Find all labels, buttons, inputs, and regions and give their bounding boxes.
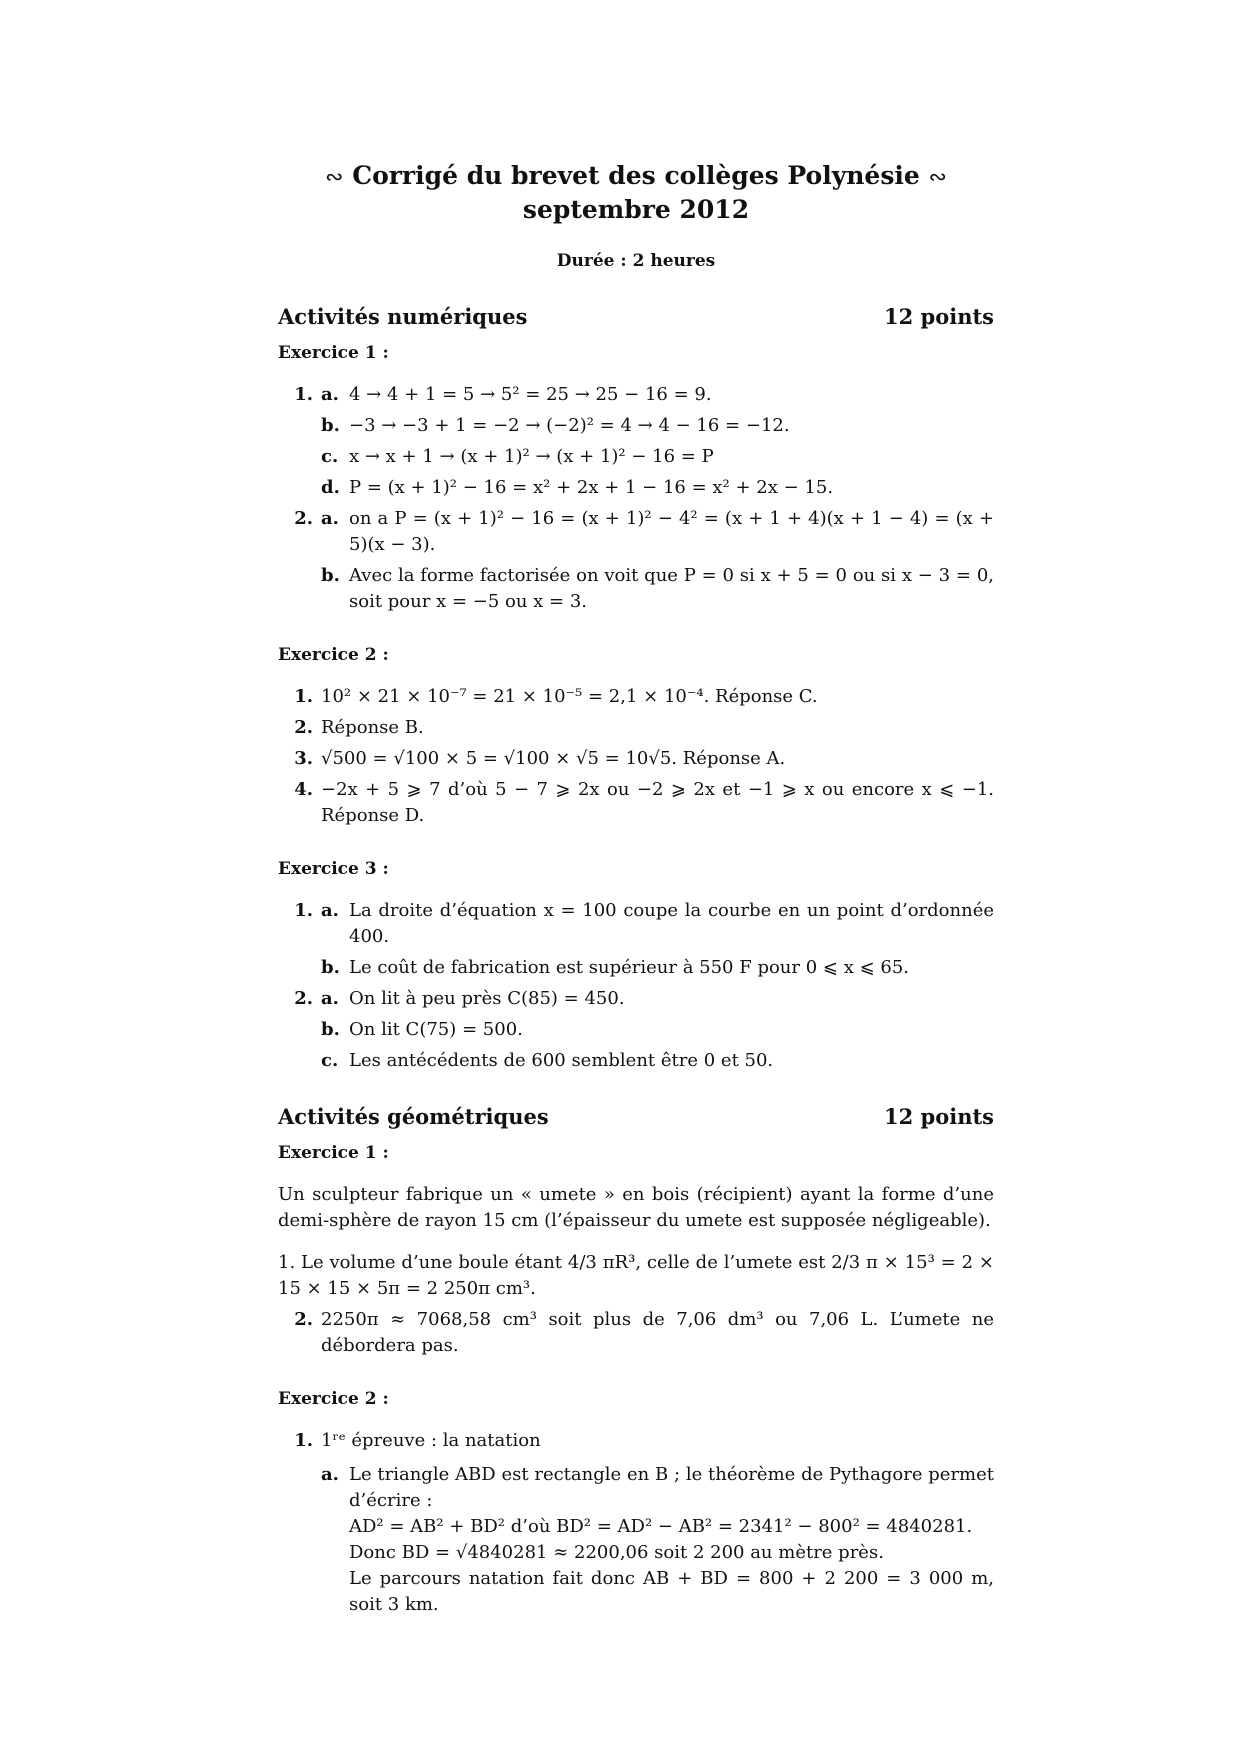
document-page — [278, 160, 994, 1623]
section-title: Activités géométriques — [278, 1104, 549, 1129]
exercise-label: Exercice 1 : — [278, 1143, 389, 1163]
exercise-label: Exercice 1 : — [278, 343, 389, 363]
section-points: 12 points — [884, 1104, 994, 1129]
exercise-label: Exercice 2 : — [278, 1389, 389, 1409]
exercise-2-items — [278, 684, 994, 829]
title-line-1: Corrigé du brevet des collèges Polynésie — [352, 161, 920, 190]
list-item: 1. 10² × 21 × 10⁻⁷ = 21 × 10⁻⁵ = 2,1 × 10⁻⁴. Réponse C. — [294, 686, 818, 707]
list-item: 3. √500 = √100 × 5 = √100 × √5 = 10√5. Réponse A. — [294, 748, 786, 769]
list-item: b. On lit C(75) = 500. — [321, 1019, 523, 1040]
list-item: 1. a. 4 → 4 + 1 = 5 → 5² = 25 → 25 − 16 = 9. — [294, 384, 712, 405]
list-item: 2. Réponse B. — [294, 717, 424, 738]
list-item: b. Le coût de fabrication est supérieur à 550 F pour 0 ⩽ x ⩽ 65. — [321, 957, 910, 978]
list-item: c. x → x + 1 → (x + 1)² → (x + 1)² − 16 = P — [321, 446, 714, 467]
exercise-intro: Un sculpteur fabrique un « umete » en bois (récipient) ayant la forme d’une demi-sphère de rayon 15 cm (l’épaisseur du umete est supposée négligeable). — [278, 1184, 994, 1231]
duration: Durée : 2 heures — [556, 251, 716, 271]
exercise-3-items — [278, 898, 994, 1074]
list-item: 2. a. On lit à peu près C(85) = 450. — [294, 988, 625, 1009]
list-item: a. Le triangle ABD est rectangle en B ; le théorème de Pythagore permet d’écrire : AD² = AB² + BD² d’où BD² = AD² − AB² = 2341² − 800² = 4840281. Donc BD = √4840281 ≈ 2200,06 soit 2 200 au mètre près. Le parcours natation fait donc AB + BD = 800 + 2 200 = 3 000 m, soit 3 km. — [278, 1462, 994, 1618]
list-item: c. Les antécédents de 600 semblent être 0 et 50. — [321, 1050, 774, 1071]
section-numeric-header — [278, 304, 994, 330]
section-title: Activités numériques — [278, 304, 528, 329]
title-line-2: septembre 2012 — [522, 195, 750, 224]
exercise-label: Exercice 2 : — [278, 645, 389, 665]
section-points: 12 points — [884, 304, 994, 329]
ornament-left-icon: ∾ — [325, 165, 344, 190]
section-geometric-header — [278, 1104, 994, 1130]
list-item: 2. 2250π ≈ 7068,58 cm³ soit plus de 7,06 dm³ ou 7,06 L. L’umete ne débordera pas. — [294, 1309, 994, 1356]
document-title — [278, 160, 994, 194]
list-item: 1. Le volume d’une boule étant 4/3 πR³, celle de l’umete est 2/3 π × 15³ = 2 × 15 × 15 × 5π = 2 250π cm³. — [278, 1252, 994, 1299]
exercise-1-items — [278, 382, 994, 615]
list-item: b. Avec la forme factorisée on voit que P = 0 si x + 5 = 0 ou si x − 3 = 0, soit pour x = −5 ou x = 3. — [321, 565, 994, 612]
list-item: 1. 1ʳᵉ épreuve : la natation — [294, 1430, 541, 1451]
exercise-label: Exercice 3 : — [278, 859, 389, 879]
list-item: d. P = (x + 1)² − 16 = x² + 2x + 1 − 16 = x² + 2x − 15. — [321, 477, 834, 498]
list-item: 4. −2x + 5 ⩾ 7 d’où 5 − 7 ⩾ 2x ou −2 ⩾ 2x et −1 ⩾ x ou encore x ⩽ −1. Réponse D. — [294, 779, 994, 826]
list-item: 1. a. La droite d’équation x = 100 coupe la courbe en un point d’ordonnée 400. — [294, 900, 994, 947]
ornament-right-icon: ∾ — [928, 165, 947, 190]
list-item: b. −3 → −3 + 1 = −2 → (−2)² = 4 → 4 − 16 = −12. — [321, 415, 790, 436]
list-item: 2. a. on a P = (x + 1)² − 16 = (x + 1)² − 4² = (x + 1 + 4)(x + 1 − 4) = (x + 5)(x − 3). — [294, 508, 994, 555]
exercise-2-answer: Le triangle ABD est rectangle en B ; le théorème de Pythagore permet d’écrire : AD² = AB² + BD² d’où BD² = AD² − AB² = 2341² − 800² = 4840281. Donc BD = √4840281 ≈ 2200,06 soit 2 200 au mètre près. Le parcours natation fait donc AB + BD = 800 + 2 200 = 3 000 m, soit 3 km. — [349, 1464, 994, 1615]
